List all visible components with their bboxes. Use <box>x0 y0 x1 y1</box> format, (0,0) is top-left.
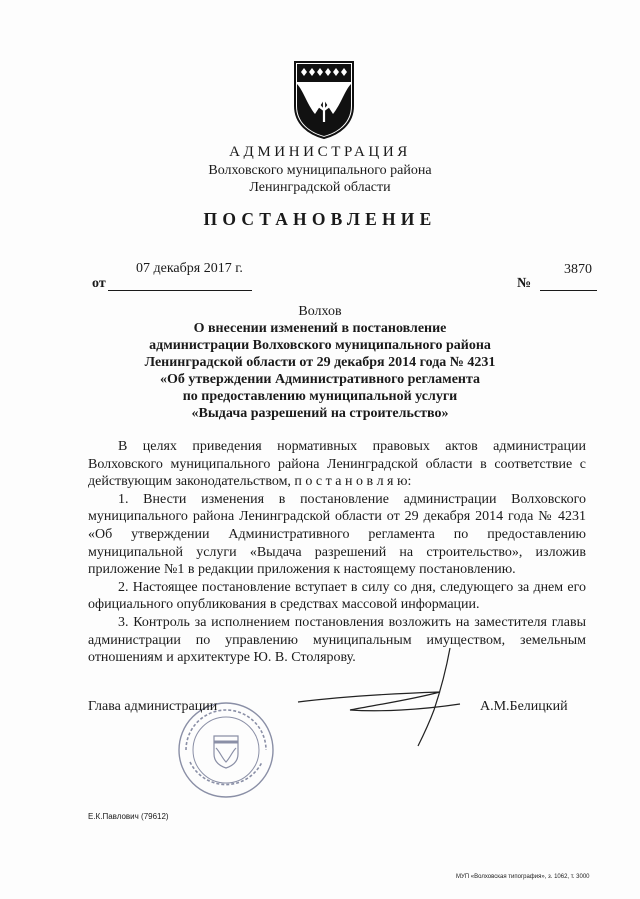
document-type: ПОСТАНОВЛЕНИЕ <box>203 209 437 229</box>
city-name: Волхов <box>298 304 342 319</box>
body-paragraph: 3. Контроль за исполнением постановления возложить на заместителя главы администрации по управлению муниципальным имуществом, земельным отношениям и архитектуре Ю. В. Столярову. <box>88 614 586 666</box>
body-paragraph: В целях приведения нормативных правовых актов администрации Волховского муниципального района Ленинградской области в соответствие с действующим законодательством, п о с т а н о в л я ю: <box>88 439 586 490</box>
signatory-name: А.М.Белицкий <box>480 699 568 714</box>
document-date: 07 декабря 2017 г. <box>136 261 243 276</box>
title-line: администрации Волховского муниципального района <box>149 338 491 353</box>
title-line: О внесении изменений в постановление <box>193 321 447 336</box>
document-number: 3870 <box>564 262 592 277</box>
district-name: Волховского муниципального района <box>208 163 432 178</box>
coat-of-arms-emblem <box>293 60 355 140</box>
signatory-position: Глава администрации <box>88 699 218 714</box>
executor-note: Е.К.Павлович (79612) <box>88 812 169 821</box>
printer-imprint: МУП «Волховская типография», з. 1062, т. 3000 <box>456 874 590 880</box>
number-underline <box>540 290 597 291</box>
title-line: Ленинградской области от 29 декабря 2014 года № 4231 <box>144 355 496 370</box>
date-underline <box>108 290 252 291</box>
title-line: «Об утверждении Административного регламента <box>159 372 481 387</box>
region-name: Ленинградской области <box>249 180 391 195</box>
title-line: по предоставлению муниципальной услуги <box>182 389 458 404</box>
official-stamp <box>176 700 276 800</box>
document-body <box>88 438 586 667</box>
number-label: № <box>517 276 532 291</box>
title-line: «Выдача разрешений на строительство» <box>191 406 449 421</box>
handwritten-signature <box>290 640 490 750</box>
body-paragraph: 1. Внести изменения в постановление администрации Волховского муниципального района Ленинградской области от 29 декабря 2014 года № 4231 «Об утверждении Административного регламента по предоставлению муниципальной услуги «Выдача разрешений на строительство», изложив приложение №1 в редакции приложения к настоящему постановлению. <box>88 491 586 578</box>
document-heading <box>0 303 640 422</box>
administration-title: АДМИНИСТРАЦИЯ <box>229 144 411 160</box>
body-paragraph: 2. Настоящее постановление вступает в силу со дня, следующего за днем его официального опубликования в средствах массовой информации. <box>88 579 586 613</box>
from-label: от <box>92 276 106 291</box>
